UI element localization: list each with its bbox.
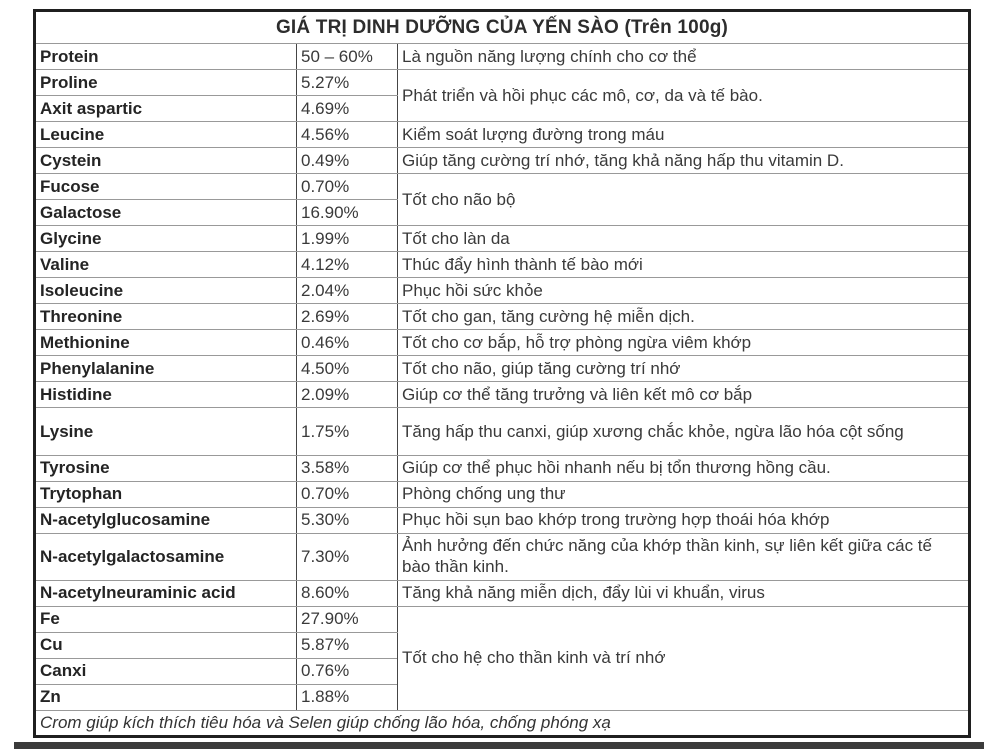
nutrient-desc: Tốt cho cơ bắp, hỗ trợ phòng ngừa viêm khớp [398,330,970,356]
nutrient-name: Histidine [35,382,297,408]
nutrient-desc: Phòng chống ung thư [398,481,970,507]
table-row [35,70,970,96]
table-row [35,606,970,632]
nutrient-value: 5.30% [297,507,398,533]
nutrient-desc: Tăng hấp thu canxi, giúp xương chắc khỏe, ngừa lão hóa cột sống [398,408,970,455]
nutrient-desc: Phát triển và hồi phục các mô, cơ, da và tế bào. [398,70,970,122]
nutrient-desc: Tăng khả năng miễn dịch, đẩy lùi vi khuẩn, virus [398,580,970,606]
nutrient-name: Zn [35,684,297,710]
nutrient-name: Canxi [35,658,297,684]
nutrient-name: Protein [35,44,297,70]
nutrient-value: 4.12% [297,252,398,278]
table-title-row [35,11,970,44]
table-row [35,580,970,606]
table-row [35,382,970,408]
nutrient-name: Cu [35,632,297,658]
nutrient-value: 2.09% [297,382,398,408]
nutrient-name: Cystein [35,148,297,174]
nutrient-name: Phenylalanine [35,356,297,382]
table-footer-row [35,710,970,736]
nutrient-value: 0.49% [297,148,398,174]
nutrient-desc: Ảnh hưởng đến chức năng của khớp thần kinh, sự liên kết giữa các tế bào thần kinh. [398,533,970,580]
nutrient-value: 16.90% [297,200,398,226]
nutrient-value: 1.99% [297,226,398,252]
nutrient-desc: Giúp cơ thể tăng trưởng và liên kết mô cơ bắp [398,382,970,408]
nutrient-name: Galactose [35,200,297,226]
nutrient-value: 0.46% [297,330,398,356]
table-row [35,356,970,382]
nutrient-name: N-acetylneuraminic acid [35,580,297,606]
nutrient-desc: Tốt cho làn da [398,226,970,252]
nutrient-value: 4.50% [297,356,398,382]
nutrient-value: 27.90% [297,606,398,632]
nutrient-name: Glycine [35,226,297,252]
nutrient-desc: Phục hồi sức khỏe [398,278,970,304]
nutrient-desc: Kiểm soát lượng đường trong máu [398,122,970,148]
nutrient-name: Methionine [35,330,297,356]
nutrient-desc: Giúp tăng cường trí nhớ, tăng khả năng hấp thu vitamin D. [398,148,970,174]
nutrient-value: 5.87% [297,632,398,658]
table-row [35,533,970,580]
nutrient-name: Fe [35,606,297,632]
nutrient-desc: Là nguồn năng lượng chính cho cơ thể [398,44,970,70]
nutrient-name: Tyrosine [35,455,297,481]
nutrient-value: 8.60% [297,580,398,606]
nutrient-value: 3.58% [297,455,398,481]
nutrient-name: Axit aspartic [35,96,297,122]
table-footer-note: Crom giúp kích thích tiêu hóa và Selen giúp chống lão hóa, chống phóng xạ [35,710,970,736]
nutrient-value: 0.70% [297,174,398,200]
table-row [35,507,970,533]
nutrient-name: Proline [35,70,297,96]
nutrient-value: 2.04% [297,278,398,304]
table-row [35,330,970,356]
nutrition-table-wrapper [33,9,971,738]
table-row [35,455,970,481]
nutrient-value: 50 – 60% [297,44,398,70]
table-row [35,44,970,70]
nutrient-desc: Tốt cho hệ cho thần kinh và trí nhớ [398,606,970,710]
nutrient-value: 0.70% [297,481,398,507]
nutrient-value: 0.76% [297,658,398,684]
table-title: GIÁ TRỊ DINH DƯỠNG CỦA YẾN SÀO (Trên 100g) [35,11,970,44]
nutrient-desc: Tốt cho não, giúp tăng cường trí nhớ [398,356,970,382]
nutrition-table [33,9,971,738]
bottom-edge-bar [14,742,984,749]
nutrient-value: 1.88% [297,684,398,710]
nutrient-name: Isoleucine [35,278,297,304]
table-row [35,252,970,278]
table-row [35,304,970,330]
nutrient-value: 4.69% [297,96,398,122]
nutrient-name: Valine [35,252,297,278]
table-row [35,481,970,507]
nutrient-name: N-acetylgalactosamine [35,533,297,580]
nutrient-desc: Thúc đẩy hình thành tế bào mới [398,252,970,278]
nutrient-desc: Tốt cho gan, tăng cường hệ miễn dịch. [398,304,970,330]
table-row [35,148,970,174]
nutrient-name: N-acetylglucosamine [35,507,297,533]
table-row [35,278,970,304]
nutrient-value: 1.75% [297,408,398,455]
nutrient-name: Lysine [35,408,297,455]
table-row [35,408,970,455]
nutrient-value: 7.30% [297,533,398,580]
table-row [35,226,970,252]
nutrient-value: 5.27% [297,70,398,96]
nutrient-desc: Tốt cho não bộ [398,174,970,226]
nutrient-value: 2.69% [297,304,398,330]
table-row [35,122,970,148]
nutrient-name: Threonine [35,304,297,330]
nutrient-name: Fucose [35,174,297,200]
nutrient-desc: Giúp cơ thể phục hồi nhanh nếu bị tổn thương hồng cầu. [398,455,970,481]
nutrient-value: 4.56% [297,122,398,148]
nutrient-name: Trytophan [35,481,297,507]
table-row [35,174,970,200]
nutrient-name: Leucine [35,122,297,148]
nutrient-desc: Phục hồi sụn bao khớp trong trường hợp thoái hóa khớp [398,507,970,533]
